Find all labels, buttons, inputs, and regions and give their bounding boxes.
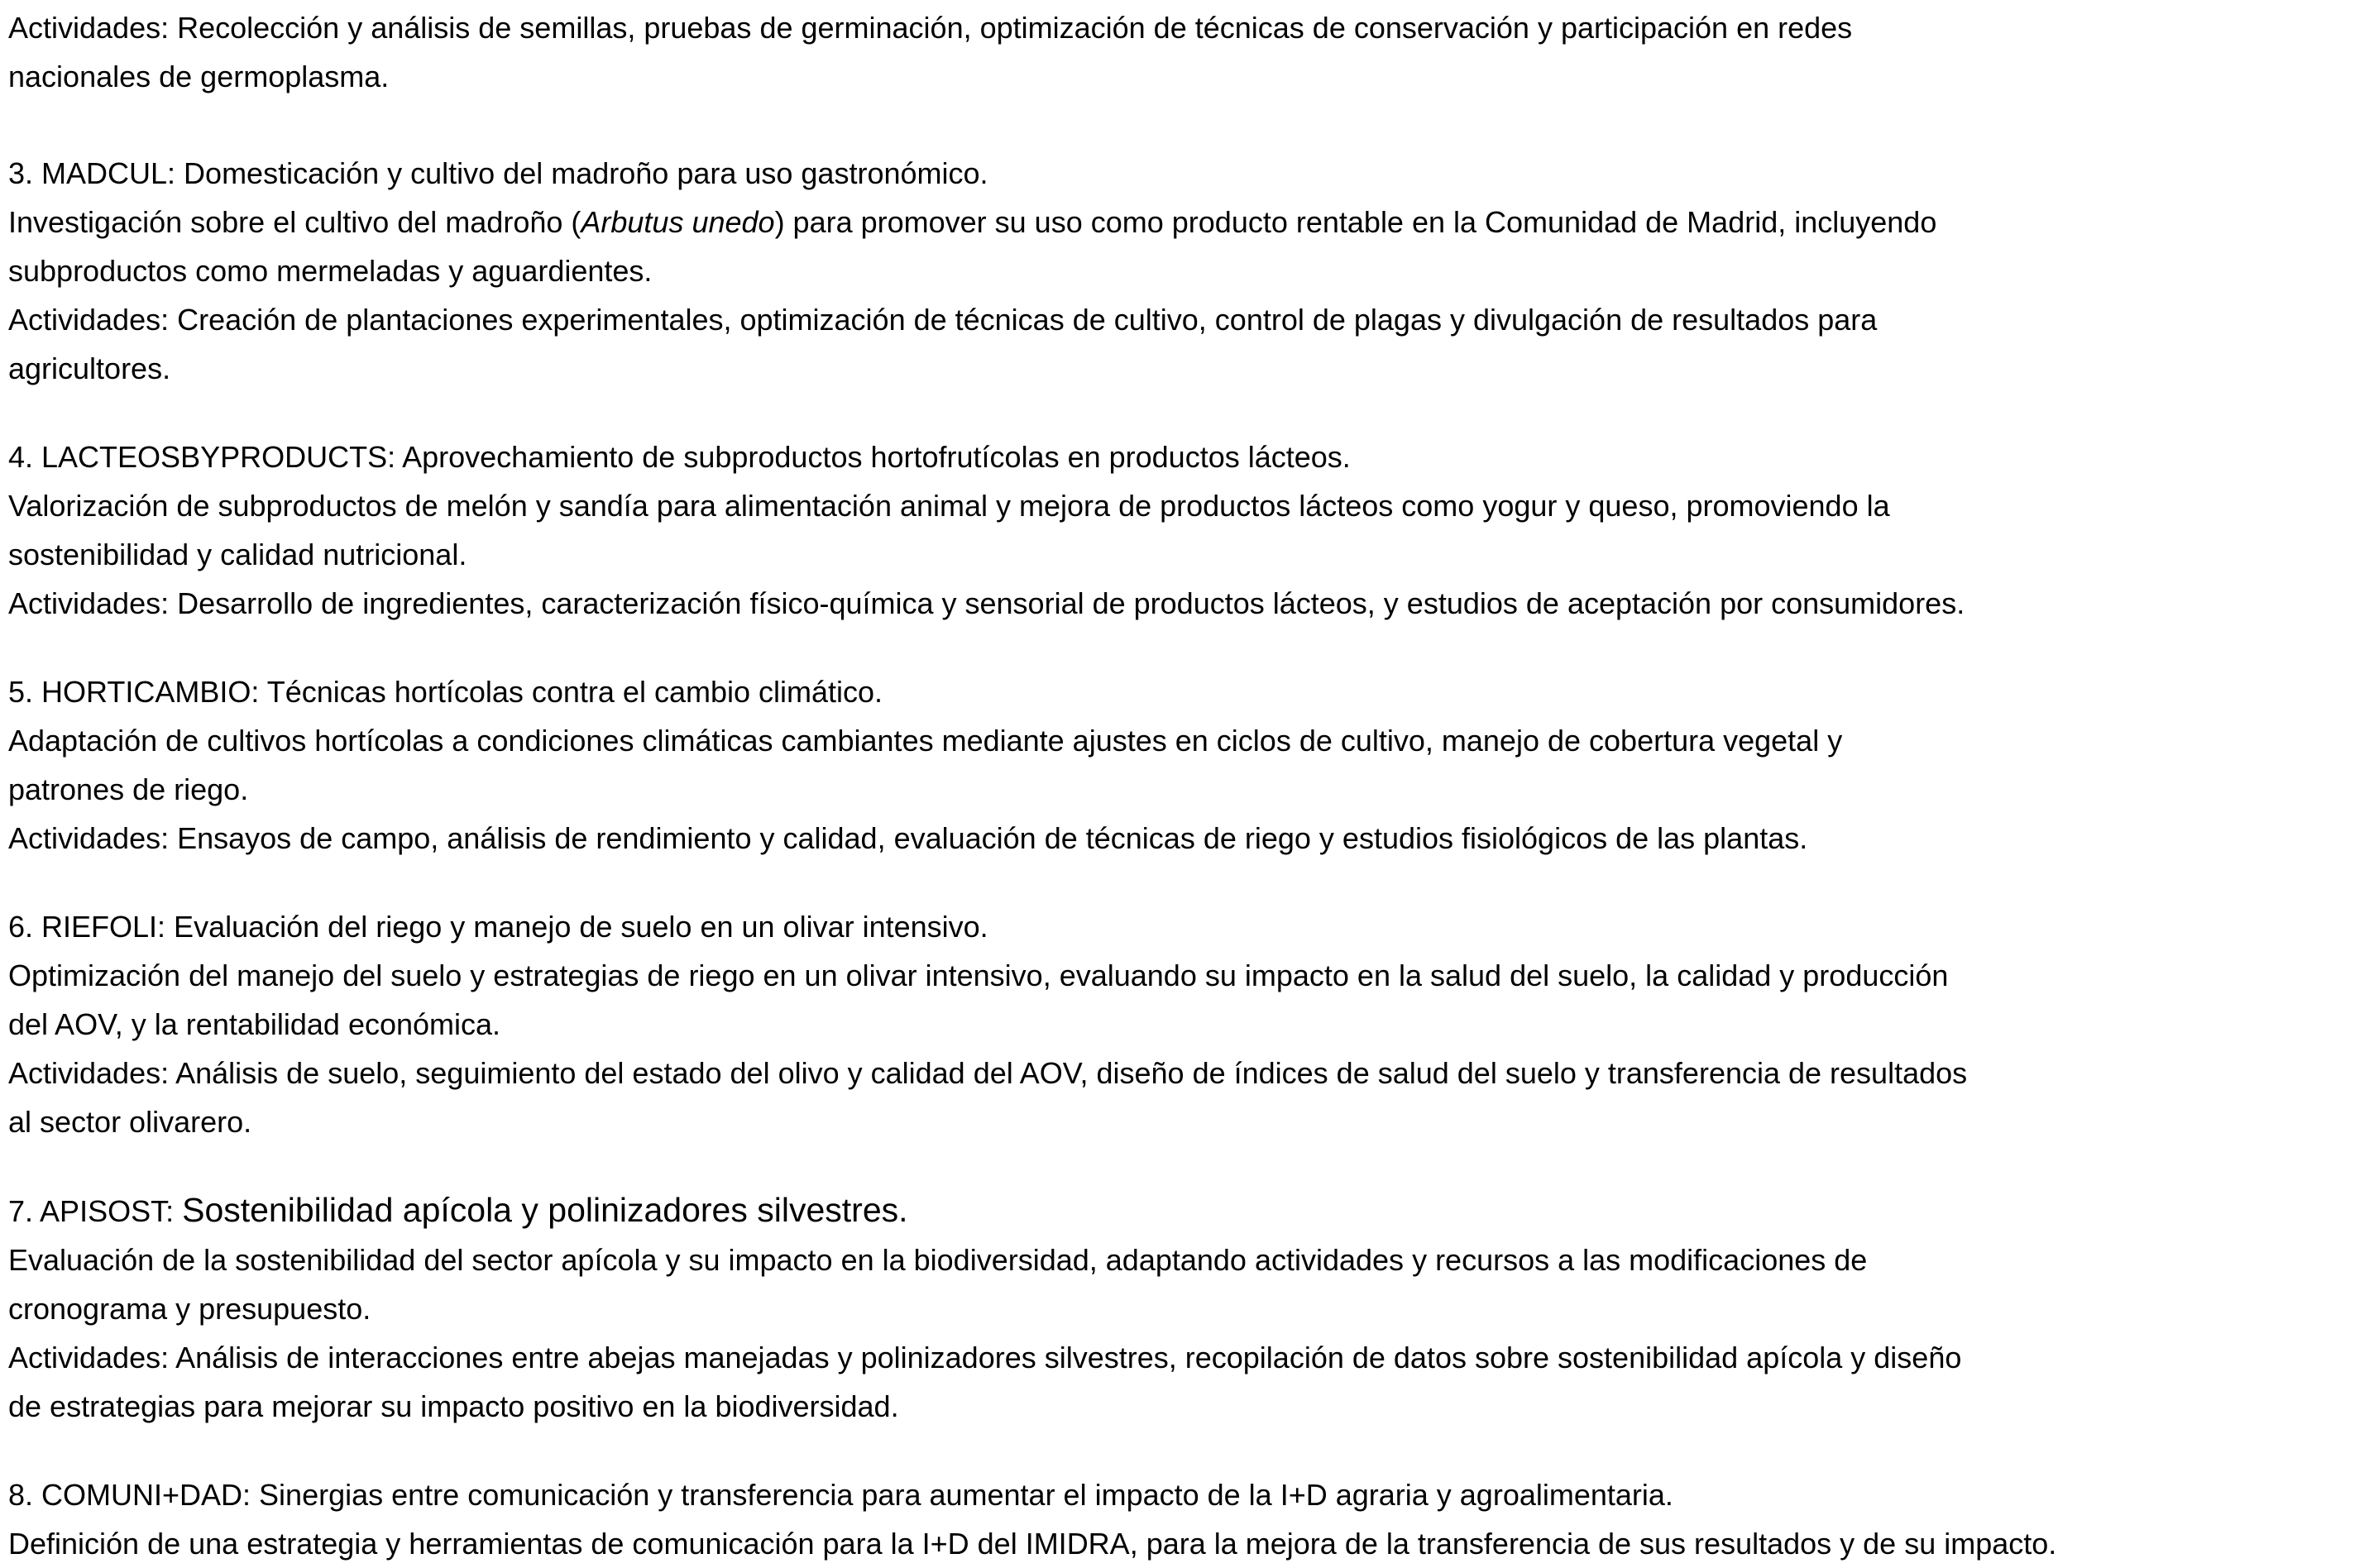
project-6-description-line-1: Optimización del manejo del suelo y estrategias de riego en un olivar intensivo, evaluando su impacto en la salud del suelo, la calidad y producción: [8, 958, 1949, 992]
project-7-heading-prefix: 7. APISOST:: [8, 1194, 183, 1228]
project-7-description-line-1: Evaluación de la sostenibilidad del sector apícola y su impacto en la biodiversidad, adaptando actividades y recursos a las modificaciones de: [8, 1243, 1868, 1277]
project-5-heading: 5. HORTICAMBIO: Técnicas hortícolas contra el cambio climático.: [8, 675, 883, 709]
project-6-activities-line-2: al sector olivarero.: [8, 1105, 252, 1139]
species-name-italic: Arbutus unedo: [581, 205, 775, 239]
project-6-description-line-2: del AOV, y la rentabilidad económica.: [8, 1007, 501, 1041]
project-6-riefoli-paragraph: [8, 902, 2366, 1146]
project-3-activities-line-2: agricultores.: [8, 351, 171, 385]
project-5-horticambio-paragraph: [8, 667, 2366, 863]
project-5-activities-line-1: Actividades: Ensayos de campo, análisis de rendimiento y calidad, evaluación de técnicas de riego y estudios fisiológicos de las plantas.: [8, 821, 1808, 855]
project-4-description-line-1: Valorización de subproductos de melón y sandía para alimentación animal y mejora de productos lácteos como yogur y queso, promoviendo la: [8, 489, 1890, 523]
project-3-description-line-1: [8, 198, 2366, 246]
project-4-heading: 4. LACTEOSBYPRODUCTS: Aprovechamiento de subproductos hortofrutícolas en productos lácteos.: [8, 440, 1351, 474]
project-7-heading: [8, 1186, 2366, 1236]
project-7-description-line-2: cronograma y presupuesto.: [8, 1292, 371, 1326]
project-4-description-line-2: sostenibilidad y calidad nutricional.: [8, 538, 467, 571]
project-3-activities-line-1: Actividades: Creación de plantaciones experimentales, optimización de técnicas de cultivo, control de plagas y divulgación de resultados para: [8, 303, 1878, 337]
project-6-activities-line-1: Actividades: Análisis de suelo, seguimiento del estado del olivo y calidad del AOV, diseño de índices de salud del suelo y transferencia de resultados: [8, 1056, 1968, 1090]
project-7-activities-line-2: de estrategias para mejorar su impacto positivo en la biodiversidad.: [8, 1389, 899, 1423]
project-3-heading: 3. MADCUL: Domesticación y cultivo del madroño para uso gastronómico.: [8, 156, 988, 190]
project-7-activities-line-1: Actividades: Análisis de interacciones entre abejas manejadas y polinizadores silvestres, recopilación de datos sobre sostenibilidad apícola y diseño: [8, 1341, 1962, 1374]
project-8-comunidad-paragraph: [8, 1470, 2366, 1568]
project-6-heading: 6. RIEFOLI: Evaluación del riego y manejo de suelo en un olivar intensivo.: [8, 910, 988, 944]
project-8-heading: 8. COMUNI+DAD: Sinergias entre comunicación y transferencia para aumentar el impacto de la I+D agraria y agroalimentaria.: [8, 1478, 1673, 1512]
intro-activities-line-2: nacionales de germoplasma.: [8, 60, 390, 93]
project-5-description-line-1: Adaptación de cultivos hortícolas a condiciones climáticas cambiantes mediante ajustes en ciclos de cultivo, manejo de cobertura vegetal y: [8, 724, 1843, 758]
project-4-lacteosbyproducts-paragraph: [8, 433, 2366, 628]
intro-activities-line-1: Actividades: Recolección y análisis de semillas, pruebas de germinación, optimización de técnicas de conservación y participación en redes: [8, 11, 1853, 45]
project-3-description-text-post: ) para promover su uso como producto rentable en la Comunidad de Madrid, incluyendo: [774, 205, 1937, 239]
project-3-description-line-2: subproductos como mermeladas y aguardientes.: [8, 254, 653, 288]
project-3-madcul-paragraph: [8, 149, 2366, 393]
project-5-description-line-2: patrones de riego.: [8, 772, 249, 806]
project-8-description-line-1: Definición de una estrategia y herramientas de comunicación para la I+D del IMIDRA, para la mejora de la transferencia de sus resultados y de su impacto.: [8, 1527, 2057, 1561]
project-7-heading-title: Sostenibilidad apícola y polinizadores silvestres.: [182, 1191, 908, 1229]
project-3-description-text-pre: Investigación sobre el cultivo del madroño (: [8, 205, 581, 239]
intro-activities-paragraph: [8, 3, 2366, 101]
project-4-activities-line-1: Actividades: Desarrollo de ingredientes, caracterización físico-química y sensorial de productos lácteos, y estudios de aceptación por consumidores.: [8, 586, 1965, 620]
project-7-apisost-paragraph: [8, 1186, 2366, 1431]
